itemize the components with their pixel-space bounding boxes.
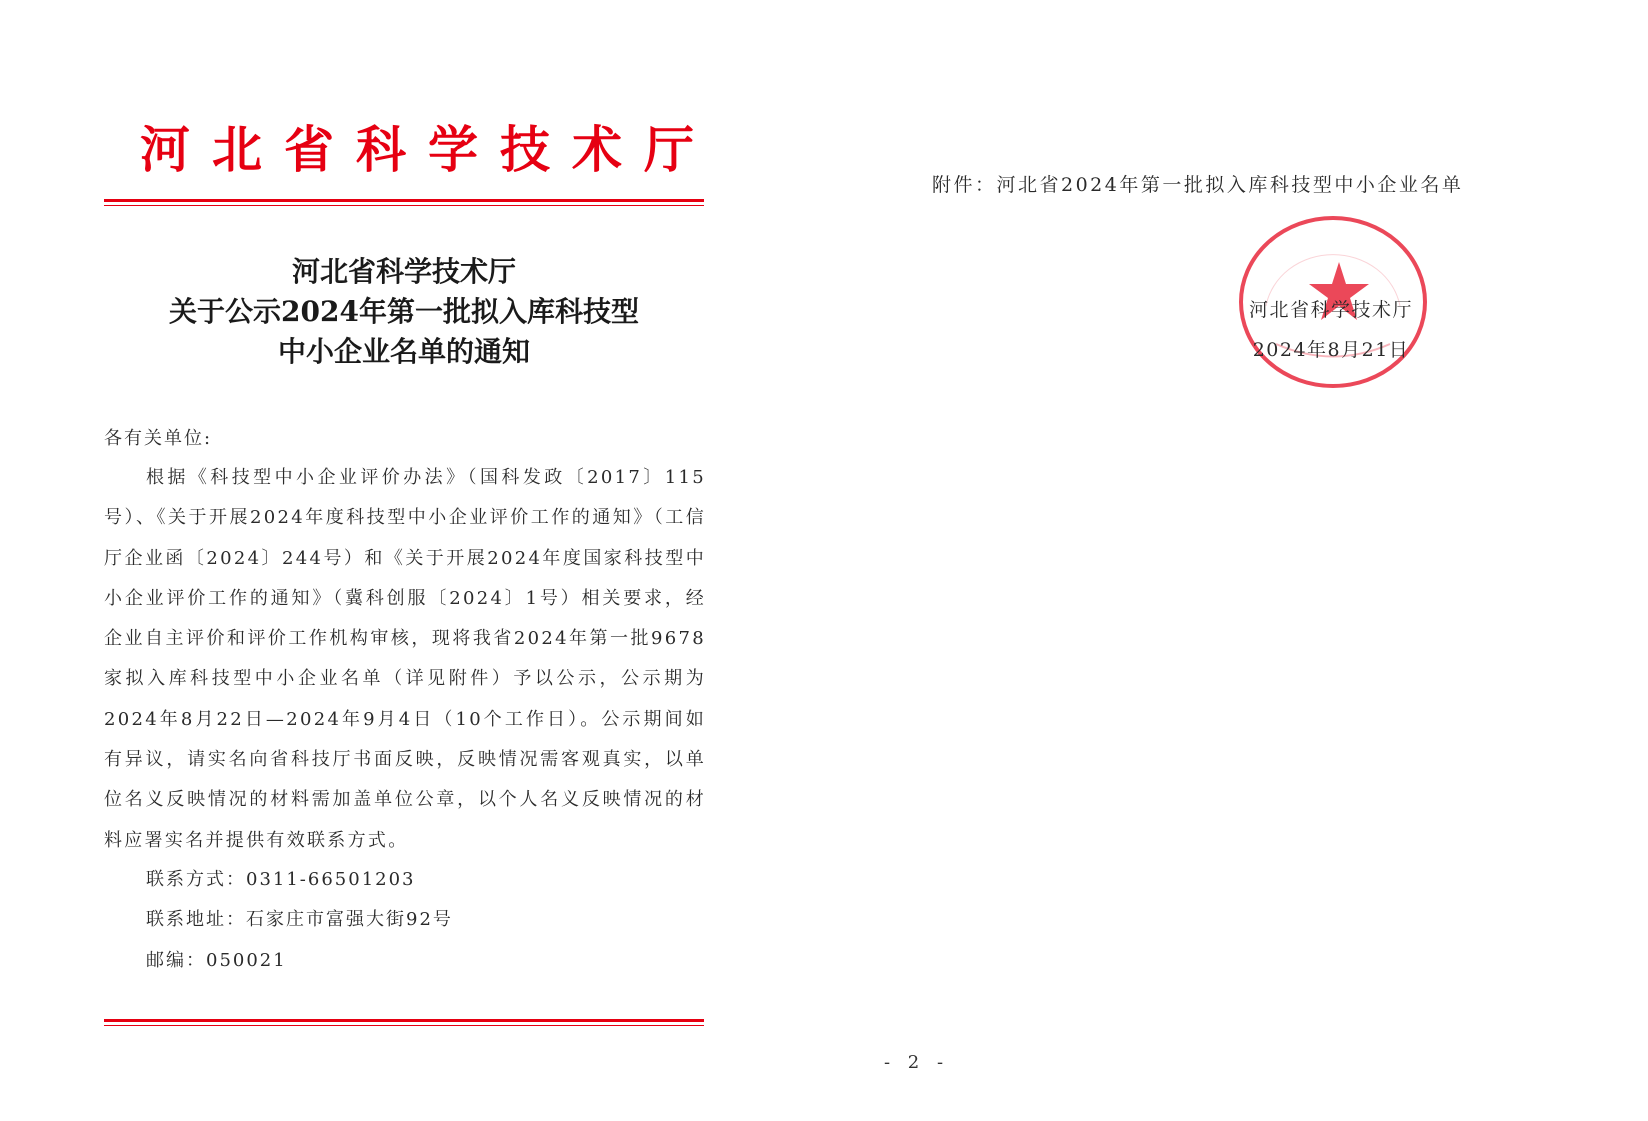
- document-title: [104, 252, 704, 372]
- title-line-2: 关于公示2024年第一批拟入库科技型: [169, 295, 639, 328]
- org-header: 河北省科学技术厅: [140, 120, 716, 179]
- signature-block: [1236, 290, 1426, 370]
- signature-date: 2024年8月21日: [1252, 339, 1410, 361]
- title-line-3: 中小企业名单的通知: [277, 335, 530, 368]
- title-line-1: 河北省科学技术厅: [291, 255, 516, 288]
- signature-org: 河北省科学技术厅: [1248, 299, 1413, 321]
- contact-phone: 联系方式：0311-66501203: [146, 869, 416, 890]
- header-red-rule: [104, 199, 704, 206]
- contact-postcode: 邮编：050021: [146, 950, 287, 971]
- salutation: 各有关单位:: [104, 428, 213, 449]
- page-number: - 2 -: [884, 1052, 950, 1073]
- contact-address: 联系地址：石家庄市富强大街92号: [146, 909, 453, 930]
- footer-red-rule: [104, 1019, 704, 1026]
- body-paragraph: 根据《科技型中小企业评价办法》（国科发政〔2017〕115号）、《关于开展2024年度科技型中小企业评价工作的通知》（工信厅企业函〔2024〕244号）和《关于开展2024年度国家科技型中小企业评价工作的通知》（冀科创服〔2024〕1号）相关要求，经企业自主评价和评价工作机构审核，现将我省2024年第一批9678家拟入库科技型中小企业名单（详见附件）予以公示，公示期为2024年8月22日—2024年9月4日（10个工作日）。公示期间如有异议，请实名向省科技厅书面反映，反映情况需客观真实，以单位名义反映情况的材料需加盖单位公章，以个人名义反映情况的材料应署实名并提供有效联系方式。: [104, 467, 706, 851]
- attachment-note: 附件：河北省2024年第一批拟入库科技型中小企业名单: [932, 174, 1464, 196]
